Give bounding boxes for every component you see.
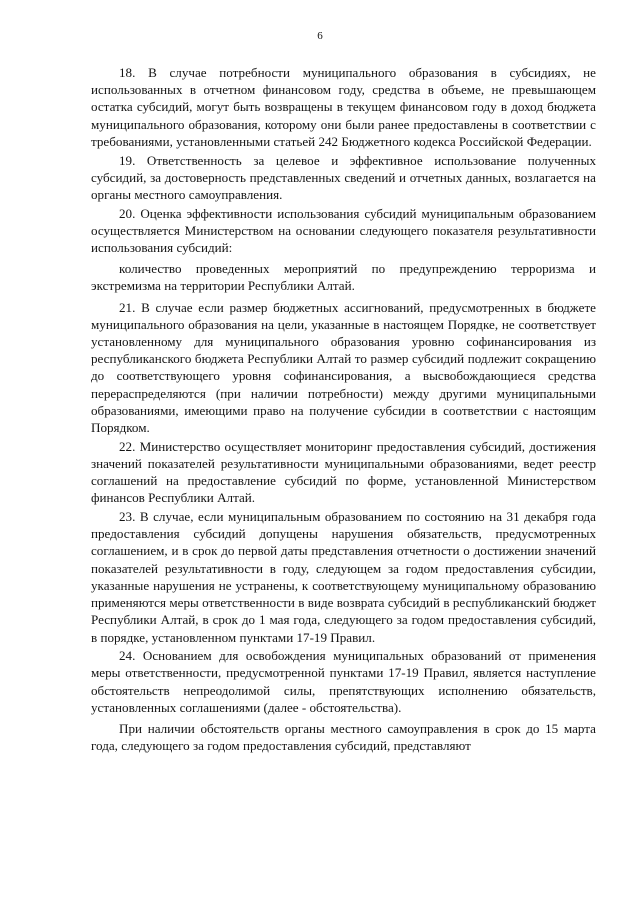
paragraph-circumstances: При наличии обстоятельств органы местного самоуправления в срок до 15 марта года, следующего за годом предоставления субсидий, представляют bbox=[91, 721, 596, 754]
document-body bbox=[91, 64, 596, 756]
paragraph-21: 21. В случае если размер бюджетных ассигнований, предусмотренных в бюджете муниципального образования на цели, указанные в настоящем Порядке, не соответствует установленному для муниципального образования уровню софинансирования из республиканского бюджета Республики Алтай то размер субсидий подлежит сокращению до соответствующего уровня софинансирования, а высвобождающиеся средства перераспределяются (при наличии потребности) между другими муниципальными образованиями, имеющими право на получение субсидии в соответствии с настоящим Порядком. bbox=[91, 299, 596, 436]
paragraph-18: 18. В случае потребности муниципального образования в субсидиях, не использованных в отчетном финансовом году, средства в объеме, не превышающем остатка субсидий, могут быть возвращены в текущем финансовом году в доход бюджета муниципального образования, которому они были ранее предоставлены в соответствии с требованиями, установленными статьей 242 Бюджетного кодекса Российской Федерации. bbox=[91, 65, 596, 149]
paragraph-24: 24. Основанием для освобождения муниципальных образований от применения меры ответственности, предусмотренной пунктами 17-19 Правил, является наступление обстоятельств непреодолимой силы, препятствующих исполнению обязательств, установленных соглашениями (далее - обстоятельства). bbox=[91, 648, 596, 715]
paragraph-23: 23. В случае, если муниципальным образованием по состоянию на 31 декабря года предоставления субсидий допущены нарушения обязательств, предусмотренных соглашением, и в срок до первой даты представления отчетности о достижении значений показателей результативности в году, следующем за годом предоставления субсидии, указанные нарушения не устранены, к соответствующему муниципальному образованию применяются меры ответственности в виде возврата субсидий в республиканский бюджет Республики Алтай, в срок до 1 мая года, следующего за годом предоставления субсидий, в порядке, установленном пунктами 17-19 Правил. bbox=[91, 509, 596, 645]
page-number: 6 bbox=[317, 30, 323, 42]
paragraph-20: 20. Оценка эффективности использования субсидий муниципальным образованием осуществляется Министерством на основании следующего показателя результативности использования субсидий: bbox=[91, 205, 596, 256]
paragraph-19: 19. Ответственность за целевое и эффективное использование полученных субсидий, за достоверность представленных сведений и отчетных данных, возлагается на органы местного самоуправления. bbox=[91, 152, 596, 202]
indicator-item: количество проведенных мероприятий по предупреждению терроризма и экстремизма на территории Республики Алтай. bbox=[91, 261, 596, 294]
paragraph-22: 22. Министерство осуществляет мониторинг предоставления субсидий, достижения значений показателей результативности муниципальными образованиями, ведет реестр соглашений на предоставление субсидий по форме, установленной Министерством финансов Республики Алтай. bbox=[91, 438, 596, 506]
